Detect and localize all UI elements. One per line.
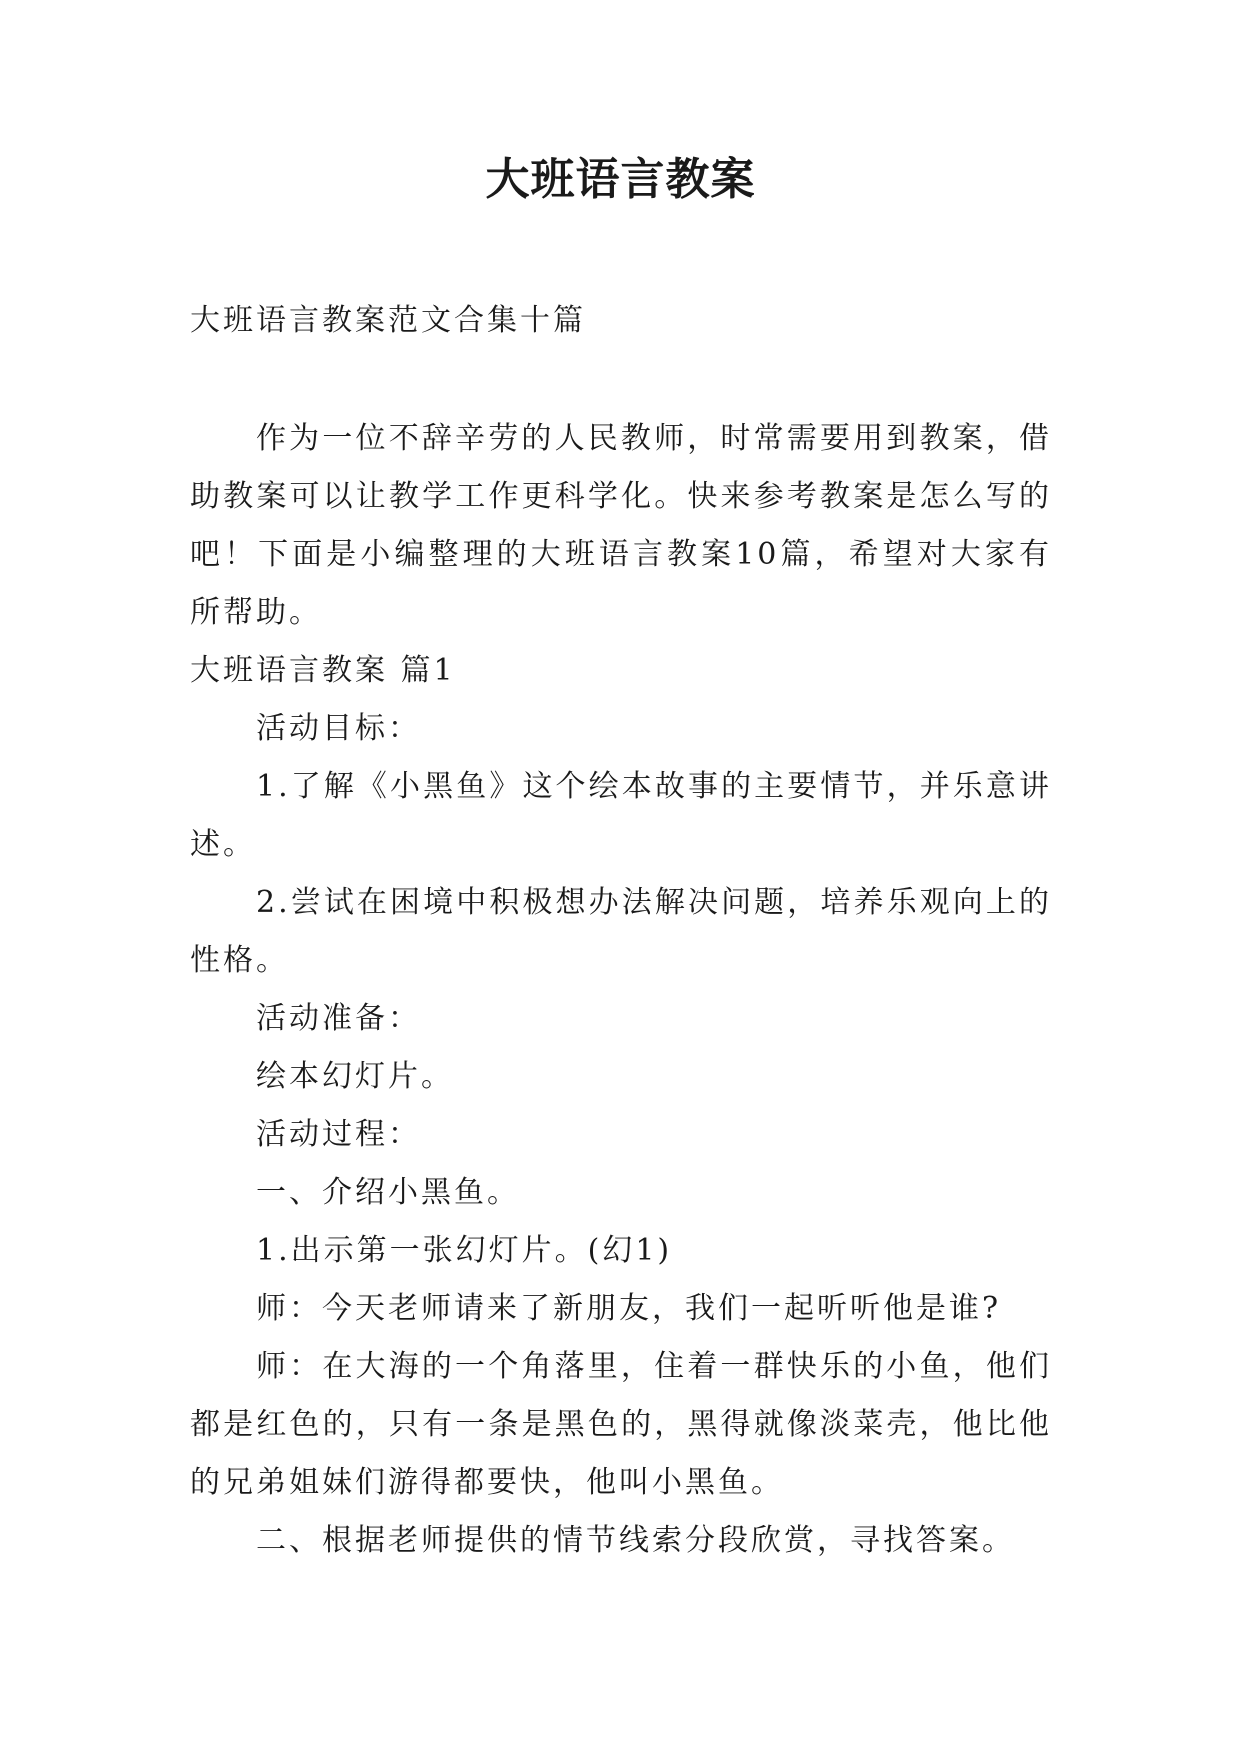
section-heading: 大班语言教案 篇1: [190, 653, 456, 688]
step-1: 一、介绍小黑鱼。: [256, 1175, 520, 1210]
document-title: 大班语言教案: [485, 154, 756, 205]
document-body: [190, 292, 1052, 1570]
document-subtitle: 大班语言教案范文合集十篇: [190, 303, 586, 338]
teacher-line-2: 师：在大海的一个角落里，住着一群快乐的小鱼，他们都是红色的，只有一条是黑色的，黑得就像淡菜壳，他比他的兄弟姐妹们游得都要快，他叫小黑鱼。: [190, 1349, 1052, 1500]
step-2: 二、根据老师提供的情节线索分段欣赏，寻找答案。: [256, 1523, 1015, 1558]
goal-item-2: 2.尝试在困境中积极想办法解决问题，培养乐观向上的性格。: [190, 885, 1052, 978]
step-1-1: 1.出示第一张幻灯片。(幻1): [256, 1233, 673, 1268]
spacer: [190, 350, 1052, 410]
intro-paragraph: 作为一位不辞辛劳的人民教师，时常需要用到教案，借助教案可以让教学工作更科学化。快来参考教案是怎么写的吧！下面是小编整理的大班语言教案10篇，希望对大家有所帮助。: [190, 421, 1052, 630]
goal-heading: 活动目标：: [256, 711, 421, 746]
process-heading: 活动过程：: [256, 1117, 421, 1152]
teacher-line-1: 师：今天老师请来了新朋友，我们一起听听他是谁?: [256, 1291, 1002, 1326]
prep-item: 绘本幻灯片。: [256, 1059, 454, 1094]
goal-item-1: 1.了解《小黑鱼》这个绘本故事的主要情节，并乐意讲述。: [190, 769, 1052, 862]
prep-heading: 活动准备：: [256, 1001, 421, 1036]
